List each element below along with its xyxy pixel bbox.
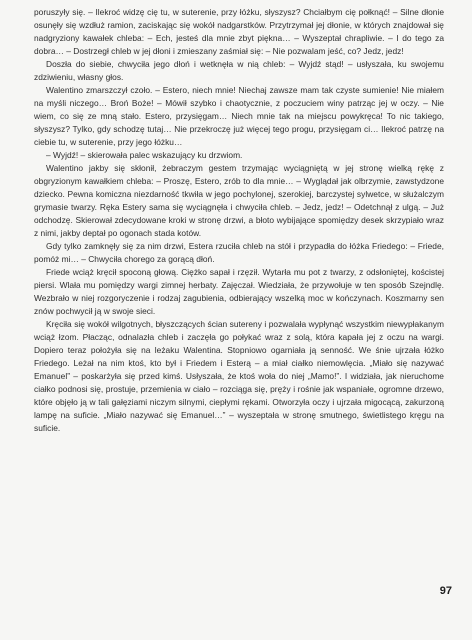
paragraph: Gdy tylko zamknęły się za nim drzwi, Estera rzuciła chleb na stół i przypadła do łóżka Friedego: – Friede, pomóż mi… – Chwyciła chorego za gorącą dłoń. xyxy=(34,241,444,264)
paragraph: poruszyły się. – Ilekroć widzę cię tu, w suterenie, przy łóżku, słyszysz? Chciałbym cię połknąć! – Silne dłonie osunęły się wzdłuż ramion, zaciskając się wokół nadgarstków. Przytrzymał jej dłonie, w których znajdował się nadgryziony kawałek chleba: – Ech, jesteś dla mnie zbyt piękna… – Wyszeptał chrapliwie. – I do tego za dobra… – Dostrzegł chleb w jej dłoni i zmieszany zaśmiał się: – Nie pozwalam jeść, co? Jedz, jedz! xyxy=(34,7,444,56)
paragraph: Walentino jakby się skłonił, żebraczym gestem trzymając wyciągniętą w jej stronę wielką rękę z obgryzionym kawałkiem chleba: – Proszę, Estero, zrób to dla mnie… – Wyglądał jak olbrzymie, zawstydzone dziecko. Pewna komiczna niezdarność tkwiła w jego pochylonej, szerokiej, barczystej sylwetce, w służalczym grymasie twarzy. Ręka Estery sama się wyciągnęła i chwyciła chleb. – Jedz, jedz! – Odetchnął z ulgą. – Już odchodzę. Skierował zdecydowane kroki w stronę drzwi, a błoto wybijające spomiędzy desek skrzypiało wraz z nimi, jakby deptał po ogonach stada kotów. xyxy=(34,163,444,238)
paragraph: Kręciła się wokół wilgotnych, błyszczących ścian sutereny i pozwalała wypłynąć wszystkim niewypłakanym wciąż łzom. Płacząc, odnalazła chleb i zaczęła go połykać wraz z solą, która kapała jej z oczu na wargi. Dopiero teraz położyła się na leżaku Walentina. Stopniowo ogarniała ją senność. We śnie ujrzała łóżko Friedego. Leżał na nim ktoś, kto był i Friedem i Esterą – a miał ciałko niemowlęcia. „Miało się nazywać Emanuel” – poskarżyła się przed kimś. Usłyszała, że ktoś woła do niej „Mamo!”. I widziała, jak nieruchome ciałko podnosi się, prostuje, przemienia w ciało – rozciąga się, pręży i rośnie jak wspaniałe, ogromne drzewo, które objęło ją w tali gałęziami niczym silnymi, ciepłymi rękami. Otworzyła oczy i ujrzała migocącą, zakurzoną lampę na suficie. „Miało nazywać się Emanuel…” – wyszeptała w stronę smutnego, świetlistego kręgu na suficie. xyxy=(34,319,444,433)
body-text xyxy=(34,6,444,435)
paragraph: Walentino zmarszczył czoło. – Estero, niech mnie! Niechaj zawsze mam tak czyste sumienie! Nie miałem na myśli niczego… Broń Boże! – Mówił szybko i chaotycznie, z poczuciem winy patrząc jej w oczy. – Nie wiem, co się ze mną stało. Estero, przysięgam… Niech mnie tak na miejscu powykręca! To nic takiego, słyszysz? Tylko, gdy schodzę tutaj… Nie przekroczę już więcej tego progu, przysięgam ci… Ilekroć patrzę na ciebie tu, w suterenie, przy jego łóżku… xyxy=(34,85,444,147)
paragraph: Doszła do siebie, chwyciła jego dłoń i wetknęła w nią chleb: – Wyjdź stąd! – usłyszała, ku swojemu zdziwieniu, własny głos. xyxy=(34,59,444,82)
paragraph: Friede wciąż kręcił spoconą głową. Ciężko sapał i rzęził. Wytarła mu pot z twarzy, z odsłoniętej, kościstej piersi. Wlała mu pomiędzy wargi zimnej herbaty. Zajęczał. Wiedziała, że przywołuje w ten sposób Szejndlę. Wezbrało w niej rozgoryczenie i rodzaj zagubienia, odbierający wszelką moc w kończynach. Koszmarny sen znów pochwycił ją w swoje sieci. xyxy=(34,267,444,316)
page-number: 97 xyxy=(439,585,452,597)
paragraph: – Wyjdź! – skierowała palec wskazujący ku drzwiom. xyxy=(46,150,243,160)
